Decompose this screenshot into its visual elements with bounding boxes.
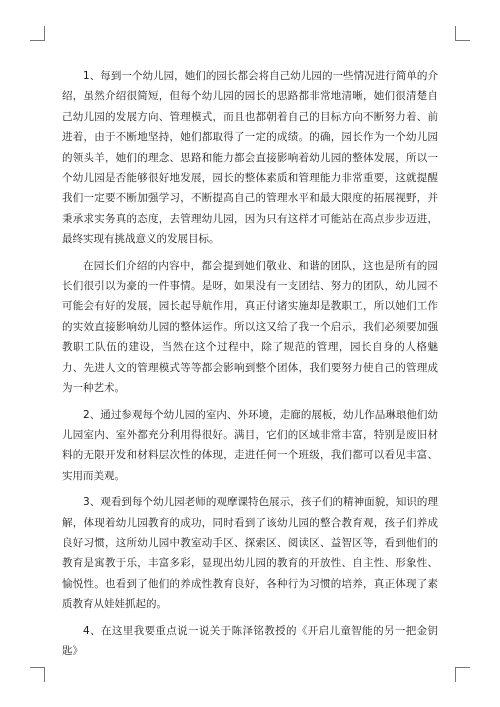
paragraph-3: 2、通过参观每个幼儿园的室内、外环境，走廊的展板，幼儿作品琳琅他们幼儿园室内、室外都充分利用得很好。满目，它们的区域非常丰富，特别是废旧材料的无限开发和材料层次性的体现，走进任何一个班级，我们都可以看见丰富、实用而美观。 [62, 408, 438, 482]
crop-mark-bottom-right [455, 667, 470, 682]
document-body [62, 66, 438, 667]
paragraph-2: 在园长们介绍的内容中，都会提到她们敬业、和谐的团队，这也是所有的园长们很引以为豪的一件事情。是呀，如果没有一支团结、努力的团队，幼儿园不可能会有好的发展，园长起导航作用，真正付诸实施却是教职工，所以她们工作的实效直接影响幼儿园的整体运作。所以这又给了我一个启示，我们必须要加强教职工队伍的建设，当然在这个过程中，除了规范的管理，园长自身的人格魅力、先进人文的管理模式等等都会影响到整个团体，我们要努力使自己的管理成为一种艺术。 [62, 259, 438, 395]
crop-mark-top-left [30, 26, 45, 41]
paragraph-5: 4、在这里我要重点说一说关于陈泽铭教授的《开启儿童智能的另一把金钥匙》 [62, 624, 438, 657]
crop-mark-bottom-left [30, 667, 45, 682]
paragraph-1: 1、每到一个幼儿园，她们的园长都会将自己幼儿园的一些情况进行简单的介绍，虽然介绍很简短，但每个幼儿园的园长的思路都非常地清晰，她们很清楚自己幼儿园的发展方向、管理模式，而且也都朝着自己的目标方向不断努力着、前进着，由于不断地坚持，她们都取得了一定的成绩。的确，园长作为一个幼儿园的领头羊，她们的理念、思路和能力都会直接影响着幼儿园的整体发展，所以一个幼儿园是否能够很好地发展，园长的整体素质和管理能力非常重要，这就提醒我们一定要不断加强学习，不断提高自己的管理水平和最大限度的拓展视野，并秉承求实务真的态度，去管理幼儿园，因为只有这样才可能站在高点步步迈进，最终实现有挑战意义的发展目标。 [62, 70, 438, 246]
crop-mark-top-right [455, 26, 470, 41]
paragraph-4: 3、观看到每个幼儿园老师的观摩课特色展示，孩子们的精神面貌，知识的理解，体现着幼儿园教育的成功，同时看到了该幼儿园的整合教育观，孩子们养成良好习惯，这所幼儿园中教室动手区、探索区、阅读区、益智区等，看到他们的教育是寓教于乐，丰富多彩，显现出幼儿园的教育的开放性、自主性、形象性、愉悦性。也看到了他们的养成性教育良好，各种行为习惯的培养，真正体现了素质教育从娃娃抓起的。 [62, 496, 438, 611]
